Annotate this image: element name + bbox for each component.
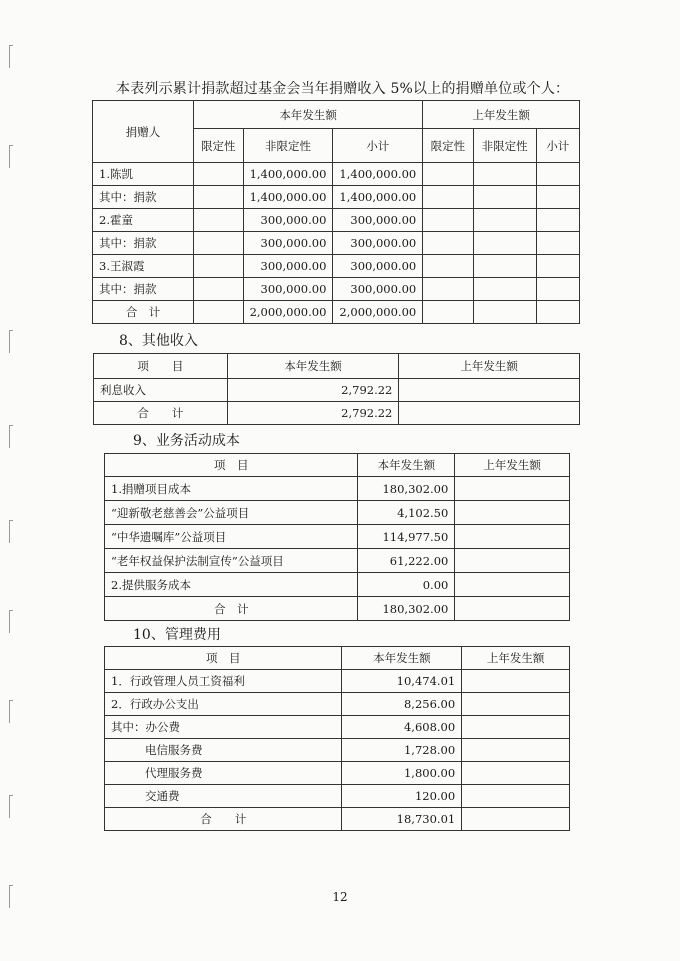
table-row bbox=[105, 477, 570, 501]
binder-mark bbox=[9, 425, 13, 448]
row-restricted bbox=[194, 186, 244, 209]
total-row bbox=[105, 808, 570, 831]
table-row bbox=[105, 670, 570, 693]
row-subtotal: 300,000.00 bbox=[333, 278, 423, 301]
row-label: 其中：捐款 bbox=[93, 232, 194, 255]
table-row bbox=[105, 573, 570, 597]
header-current: 本年发生额 bbox=[342, 647, 462, 670]
header-item: 项 目 bbox=[105, 454, 358, 477]
table-row bbox=[105, 501, 570, 525]
row-label: “中华遗嘱库”公益项目 bbox=[105, 525, 358, 549]
row-current: 114,977.50 bbox=[358, 525, 455, 549]
table-row bbox=[93, 209, 580, 232]
binder-mark bbox=[9, 520, 13, 543]
section-10-title: 10、管理费用 bbox=[133, 627, 221, 643]
total-label: 合 计 bbox=[94, 402, 228, 425]
management-expense-table bbox=[104, 646, 570, 831]
other-income-table bbox=[93, 353, 580, 425]
binder-mark bbox=[9, 795, 13, 818]
binder-mark bbox=[9, 45, 13, 68]
table-row bbox=[105, 549, 570, 573]
header-unrestricted-prev: 非限定性 bbox=[473, 129, 536, 163]
header-previous: 上年发生额 bbox=[399, 354, 580, 379]
row-previous bbox=[455, 477, 570, 501]
row-current: 4,102.50 bbox=[358, 501, 455, 525]
table-row bbox=[93, 255, 580, 278]
header-unrestricted: 非限定性 bbox=[243, 129, 333, 163]
row-previous bbox=[462, 808, 570, 831]
total-unrestricted: 2,000,000.00 bbox=[243, 301, 333, 324]
row-label: 2．行政办公支出 bbox=[105, 693, 342, 716]
row-current: 4,608.00 bbox=[342, 716, 462, 739]
row-label: “老年权益保护法制宣传”公益项目 bbox=[105, 549, 358, 573]
header-subtotal: 小计 bbox=[333, 129, 423, 163]
row-label: 其中：办公费 bbox=[105, 716, 342, 739]
header-item: 项 目 bbox=[94, 354, 228, 379]
row-label: 代理服务费 bbox=[105, 762, 342, 785]
row-previous bbox=[455, 549, 570, 573]
total-label: 合 计 bbox=[105, 808, 342, 831]
row-label: 电信服务费 bbox=[105, 739, 342, 762]
row-previous bbox=[462, 716, 570, 739]
row-label: 1.陈凯 bbox=[93, 163, 194, 186]
row-previous bbox=[462, 693, 570, 716]
row-unrestricted: 300,000.00 bbox=[243, 278, 333, 301]
row-label: 1．行政管理人员工资福利 bbox=[105, 670, 342, 693]
total-row bbox=[94, 402, 580, 425]
row-restricted bbox=[194, 255, 244, 278]
row-label: 2.提供服务成本 bbox=[105, 573, 358, 597]
row-current: 8,256.00 bbox=[342, 693, 462, 716]
row-current: 180,302.00 bbox=[358, 477, 455, 501]
header-previous-year: 上年发生额 bbox=[423, 101, 580, 129]
row-label: “迎新敬老慈善会”公益项目 bbox=[105, 501, 358, 525]
row-current: 1,728.00 bbox=[342, 739, 462, 762]
header-current: 本年发生额 bbox=[358, 454, 455, 477]
table-row bbox=[105, 693, 570, 716]
row-subtotal: 300,000.00 bbox=[333, 255, 423, 278]
table-row bbox=[105, 739, 570, 762]
header-restricted: 限定性 bbox=[194, 129, 244, 163]
row-current: 61,222.00 bbox=[358, 549, 455, 573]
table-row bbox=[94, 379, 580, 402]
table-row bbox=[93, 186, 580, 209]
section-8-title: 8、其他收入 bbox=[119, 333, 198, 349]
row-unrestricted: 300,000.00 bbox=[243, 232, 333, 255]
row-label: 2.霍童 bbox=[93, 209, 194, 232]
row-current: 0.00 bbox=[358, 573, 455, 597]
row-unrestricted: 300,000.00 bbox=[243, 255, 333, 278]
header-donor: 捐赠人 bbox=[93, 101, 194, 163]
page-number: 12 bbox=[332, 890, 348, 904]
total-current: 180,302.00 bbox=[358, 597, 455, 621]
row-current: 1,800.00 bbox=[342, 762, 462, 785]
row-previous bbox=[455, 573, 570, 597]
header-previous: 上年发生额 bbox=[462, 647, 570, 670]
row-current: 10,474.01 bbox=[342, 670, 462, 693]
table-row bbox=[105, 762, 570, 785]
row-previous bbox=[455, 501, 570, 525]
row-label: 3.王淑霞 bbox=[93, 255, 194, 278]
row-label: 其中：捐款 bbox=[93, 186, 194, 209]
table-row bbox=[93, 232, 580, 255]
total-current: 18,730.01 bbox=[342, 808, 462, 831]
row-previous bbox=[455, 597, 570, 621]
section-9-title: 9、业务活动成本 bbox=[133, 433, 240, 449]
binder-mark bbox=[9, 700, 13, 723]
row-label: 1.捐赠项目成本 bbox=[105, 477, 358, 501]
row-subtotal: 300,000.00 bbox=[333, 209, 423, 232]
row-previous bbox=[399, 402, 580, 425]
binder-mark bbox=[9, 145, 13, 168]
row-label: 利息收入 bbox=[94, 379, 228, 402]
row-label: 交通费 bbox=[105, 785, 342, 808]
table-row bbox=[105, 785, 570, 808]
row-restricted bbox=[194, 232, 244, 255]
row-previous bbox=[462, 670, 570, 693]
donation-table bbox=[92, 100, 580, 324]
intro-text: 本表列示累计捐款超过基金会当年捐赠收入 5%以上的捐赠单位或个人： bbox=[116, 81, 570, 97]
row-restricted bbox=[194, 209, 244, 232]
total-row bbox=[105, 597, 570, 621]
table-row bbox=[105, 525, 570, 549]
row-subtotal: 1,400,000.00 bbox=[333, 163, 423, 186]
row-previous bbox=[455, 525, 570, 549]
total-subtotal: 2,000,000.00 bbox=[333, 301, 423, 324]
binder-mark bbox=[9, 330, 13, 353]
header-item: 项 目 bbox=[105, 647, 342, 670]
header-previous: 上年发生额 bbox=[455, 454, 570, 477]
row-previous bbox=[462, 762, 570, 785]
row-unrestricted: 1,400,000.00 bbox=[243, 163, 333, 186]
header-subtotal-prev: 小计 bbox=[536, 129, 579, 163]
row-previous bbox=[399, 379, 580, 402]
row-unrestricted: 300,000.00 bbox=[243, 209, 333, 232]
row-current: 120.00 bbox=[342, 785, 462, 808]
table-row bbox=[93, 163, 580, 186]
row-subtotal: 1,400,000.00 bbox=[333, 186, 423, 209]
business-cost-table bbox=[104, 453, 570, 621]
row-previous bbox=[462, 739, 570, 762]
row-restricted bbox=[194, 301, 244, 324]
row-previous bbox=[462, 785, 570, 808]
row-subtotal: 300,000.00 bbox=[333, 232, 423, 255]
row-label: 其中：捐款 bbox=[93, 278, 194, 301]
binder-mark bbox=[9, 610, 13, 633]
table-row bbox=[105, 716, 570, 739]
row-restricted bbox=[194, 278, 244, 301]
header-current-year: 本年发生额 bbox=[194, 101, 423, 129]
total-row bbox=[93, 301, 580, 324]
header-restricted-prev: 限定性 bbox=[423, 129, 473, 163]
total-label: 合 计 bbox=[105, 597, 358, 621]
row-current: 2,792.22 bbox=[227, 379, 399, 402]
total-label: 合 计 bbox=[93, 301, 194, 324]
header-current: 本年发生额 bbox=[227, 354, 399, 379]
table-row bbox=[93, 278, 580, 301]
row-unrestricted: 1,400,000.00 bbox=[243, 186, 333, 209]
row-restricted bbox=[194, 163, 244, 186]
total-current: 2,792.22 bbox=[227, 402, 399, 425]
